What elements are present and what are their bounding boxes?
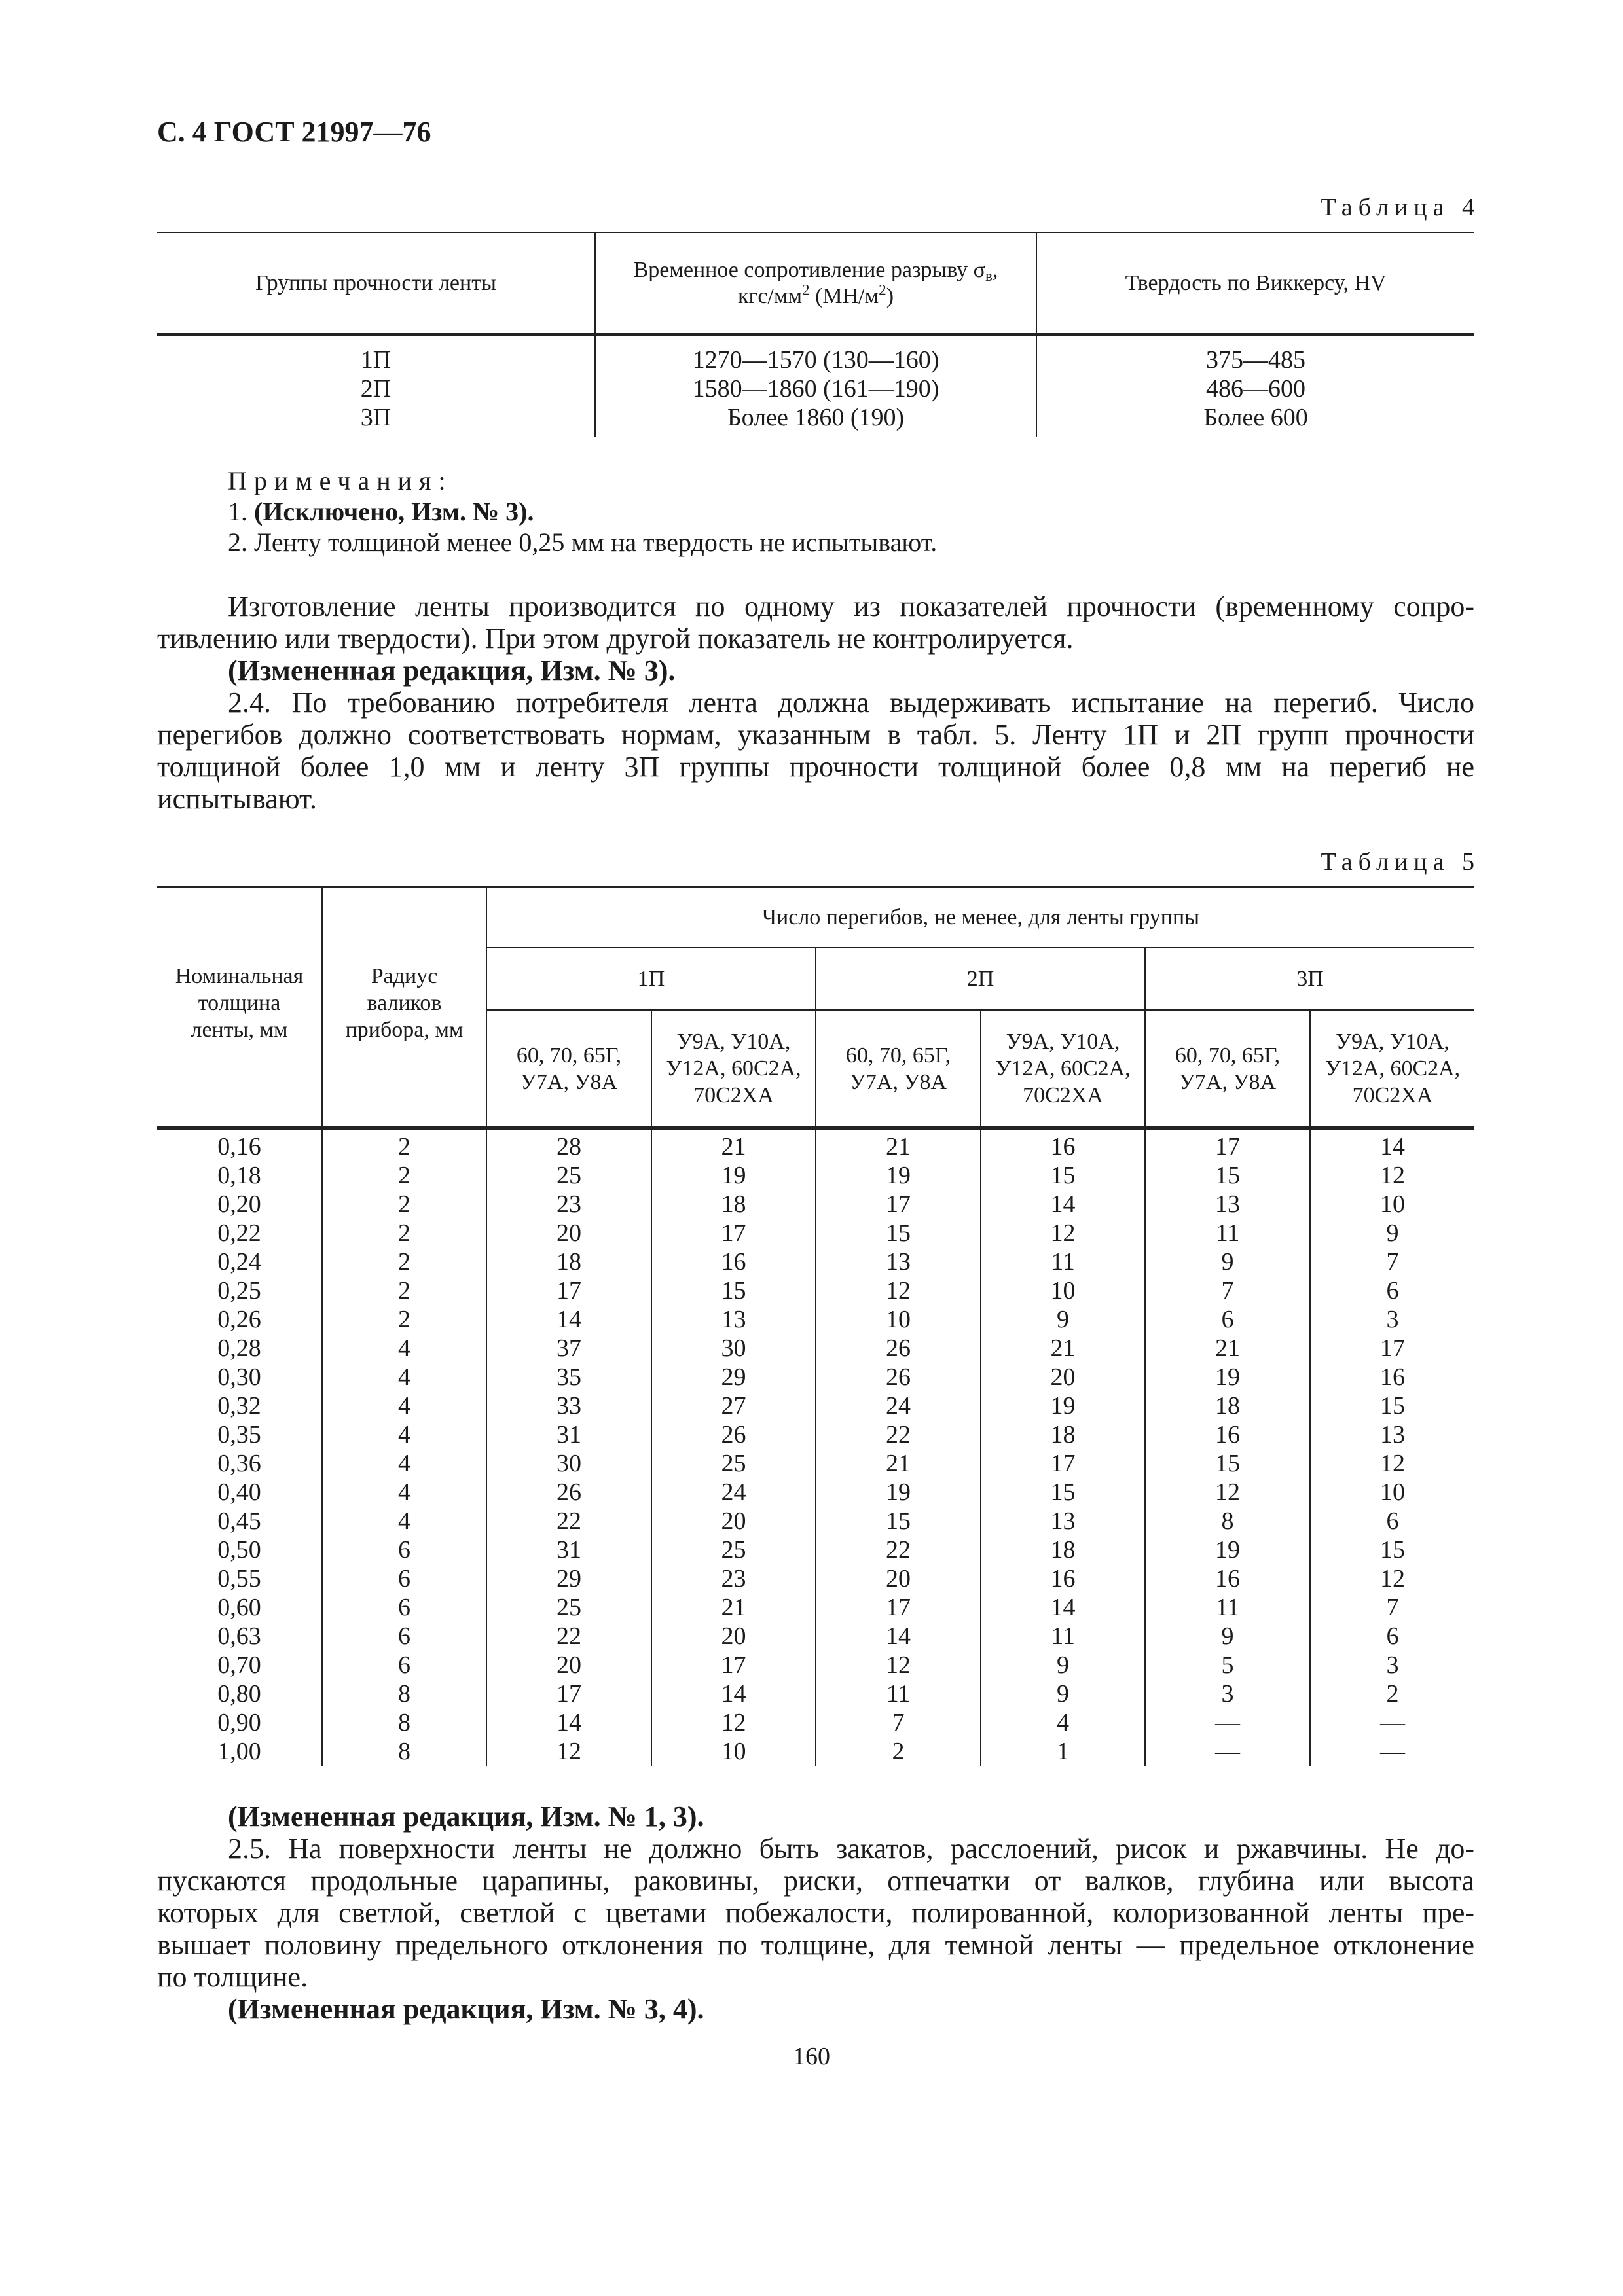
table5-row [157, 1334, 1474, 1363]
bend-count-cell: 24 [721, 1479, 746, 1506]
bend-count-cell: 9 [1057, 1306, 1069, 1333]
bend-count-cell: 19 [886, 1162, 911, 1189]
bend-count-cell: 8 [1221, 1507, 1234, 1535]
bend-count-cell: 21 [886, 1450, 911, 1477]
radius-cell: 4 [398, 1392, 410, 1420]
radius-cell: 2 [398, 1191, 410, 1218]
bend-count-cell: 11 [886, 1680, 911, 1708]
bend-count-cell: 21 [886, 1133, 911, 1160]
bend-count-cell: 16 [1215, 1565, 1240, 1592]
bend-count-cell: 10 [1380, 1479, 1405, 1506]
radius-cell: 6 [398, 1536, 410, 1564]
table5-row [157, 1737, 1474, 1766]
clause-2-5-line: вышает половину предельного отклонения по толщине, для темной ленты — предельное отклонение [157, 1929, 1474, 1961]
bend-count-cell: 19 [721, 1162, 746, 1189]
bend-count-cell: 12 [886, 1651, 911, 1679]
radius-cell: 6 [398, 1623, 410, 1650]
thickness-cell: 0,20 [217, 1191, 261, 1218]
header-line: 60, 70, 65Г, [845, 1043, 951, 1067]
header-line: 70С2ХА [1023, 1083, 1103, 1107]
bend-count-cell: 15 [886, 1507, 911, 1535]
bend-count-cell: 9 [1386, 1219, 1399, 1247]
thickness-cell: 0,24 [217, 1248, 261, 1276]
radius-cell: 2 [398, 1277, 410, 1304]
thickness-cell: 0,26 [217, 1306, 261, 1333]
clause-2-5-line: пускаются продольные царапины, раковины, риски, отпечатки от валков, глубина или высота [157, 1865, 1474, 1897]
header-line: 1П [637, 967, 665, 991]
bend-count-cell: 17 [1380, 1335, 1405, 1362]
bend-count-cell: 12 [1215, 1479, 1240, 1506]
bend-count-cell: 17 [721, 1651, 746, 1679]
header-line: Номинальная [175, 964, 304, 988]
table4-cell: 1270—1570 (130—160) [692, 346, 939, 374]
bend-count-cell: 14 [721, 1680, 746, 1708]
table5-row [157, 1391, 1474, 1420]
text-block-after-table-5 [157, 1801, 1474, 2025]
radius-cell: 2 [398, 1248, 410, 1276]
table4-cell: 3П [360, 404, 392, 431]
bend-count-cell: 15 [1050, 1479, 1076, 1506]
bend-count-cell: 17 [556, 1277, 581, 1304]
thickness-cell: 0,35 [217, 1421, 261, 1448]
bend-count-cell: 16 [1215, 1421, 1240, 1448]
radius-cell: 4 [398, 1363, 410, 1391]
bend-count-cell: 11 [1215, 1594, 1240, 1621]
header-line: 3П [1296, 967, 1324, 991]
thickness-cell: 0,30 [217, 1363, 261, 1391]
thickness-cell: 0,55 [217, 1565, 261, 1592]
table5-header-steel-grades-b [652, 1011, 815, 1126]
bend-count-cell: 19 [1215, 1536, 1240, 1564]
bend-count-cell: 33 [556, 1392, 581, 1420]
note-text: (Исключено, Изм. № 3). [254, 497, 534, 526]
radius-cell: 2 [398, 1219, 410, 1247]
radius-cell: 2 [398, 1162, 410, 1189]
bend-count-cell: 9 [1057, 1680, 1069, 1708]
table5-row [157, 1679, 1474, 1708]
bend-count-cell: 25 [721, 1536, 746, 1564]
bend-count-cell: 16 [1050, 1565, 1076, 1592]
header-line: прибора, мм [345, 1018, 464, 1042]
bend-count-cell: 20 [1050, 1363, 1076, 1391]
bend-count-cell: 20 [556, 1219, 581, 1247]
bend-count-cell: — [1380, 1709, 1405, 1736]
amendment-note: (Измененная редакция, Изм. № 1, 3). [228, 1801, 704, 1833]
bend-count-cell: 7 [1221, 1277, 1234, 1304]
table5-row [157, 1708, 1474, 1737]
bend-count-cell: 12 [1050, 1219, 1076, 1247]
thickness-cell: 0,16 [217, 1133, 261, 1160]
bend-count-cell: 21 [1050, 1335, 1076, 1362]
table5-row [157, 1132, 1474, 1161]
table5-row [157, 1622, 1474, 1651]
bend-count-cell: 14 [1380, 1133, 1405, 1160]
clause-2-4-line: 2.4. По требованию потребителя лента должна выдерживать испытание на перегиб. Число [228, 687, 1474, 719]
clause-2-4-line: перегибов должно соответствовать нормам, указанным в табл. 5. Ленту 1П и 2П групп прочности [157, 719, 1474, 751]
bend-count-cell: 15 [1215, 1162, 1240, 1189]
notes-title: Примечания: [228, 466, 453, 495]
header-line: У7А, У8А [1178, 1069, 1277, 1094]
bend-count-cell: 3 [1221, 1680, 1234, 1708]
bend-count-cell: 18 [721, 1191, 746, 1218]
header-line [738, 283, 894, 310]
radius-cell: 8 [398, 1738, 410, 1765]
table5-row [157, 1535, 1474, 1564]
clause-2-4-line: испытывают. [157, 783, 317, 815]
table5-header-steel-grades-a [816, 1011, 980, 1126]
bend-count-cell: 11 [1051, 1623, 1075, 1650]
bend-count-cell: 7 [1386, 1594, 1399, 1621]
bend-count-cell: 2 [1386, 1680, 1399, 1708]
bend-count-cell: 17 [556, 1680, 581, 1708]
table5-row [157, 1247, 1474, 1276]
table5-header-steel-grades-a [1146, 1011, 1309, 1126]
radius-cell: 4 [398, 1450, 410, 1477]
subscript: в [985, 267, 993, 285]
thickness-cell: 0,32 [217, 1392, 261, 1420]
bend-count-cell: 10 [721, 1738, 746, 1765]
bend-count-cell: 18 [1050, 1421, 1076, 1448]
bend-count-cell: 31 [556, 1536, 581, 1564]
bend-count-cell: 6 [1386, 1623, 1399, 1650]
header-line: У7А, У8А [849, 1069, 947, 1094]
bend-count-cell: 9 [1221, 1623, 1234, 1650]
thickness-cell: 0,25 [217, 1277, 261, 1304]
bend-count-cell: 24 [886, 1392, 911, 1420]
clause-2-4-line: толщиной более 1,0 мм и ленту 3П группы прочности толщиной более 0,8 мм на перегиб не [157, 751, 1474, 783]
bend-count-cell: 22 [886, 1536, 911, 1564]
table5-header-steel-grades-a [487, 1011, 651, 1126]
manufacturing-paragraph-line: Изготовление ленты производится по одному из показателей прочности (временному сопро- [228, 590, 1474, 622]
manufacturing-paragraph-line: тивлению или твердости). При этом другой показатель не контролируется. [157, 622, 1074, 655]
header-line: 70С2ХА [1352, 1083, 1433, 1107]
note-number: 2. [228, 528, 247, 557]
bend-count-cell: 14 [1050, 1594, 1076, 1621]
notes-block [228, 465, 937, 558]
header-line: У9А, У10А, [676, 1030, 791, 1054]
bend-count-cell: 30 [556, 1450, 581, 1477]
bend-count-cell: 20 [721, 1623, 746, 1650]
header-line: ленты, мм [191, 1018, 288, 1042]
radius-cell: 4 [398, 1507, 410, 1535]
note-item [228, 496, 937, 527]
bend-count-cell: 14 [1050, 1191, 1076, 1218]
text-block-after-notes [157, 590, 1474, 815]
bend-count-cell: 12 [1380, 1565, 1405, 1592]
bend-count-cell: 20 [886, 1565, 911, 1592]
clause-2-5-line: 2.5. На поверхности ленты не должно быть закатов, расслоений, рисок и ржавчины. Не до- [228, 1833, 1474, 1865]
thickness-cell: 0,28 [217, 1335, 261, 1362]
bend-count-cell: 19 [886, 1479, 911, 1506]
header-line [634, 257, 998, 283]
bend-count-cell: 13 [1380, 1421, 1405, 1448]
bend-count-cell: 11 [1051, 1248, 1075, 1276]
header-line: У12А, 60С2А, [995, 1056, 1131, 1081]
note-text: Ленту толщиной менее 0,25 мм на твердость не испытывают. [254, 528, 938, 557]
header-text: , [992, 257, 998, 282]
table4-header-strength-group [157, 233, 594, 333]
bend-count-cell: 19 [1050, 1392, 1076, 1420]
superscript: 2 [879, 281, 886, 298]
clause-2-5-line: которых для светлой, светлой с цветами побежалости, полированной, колоризованной ленты пре- [157, 1897, 1474, 1929]
page-number: 160 [793, 2043, 830, 2070]
thickness-cell: 0,80 [217, 1680, 261, 1708]
bend-count-cell: 4 [1057, 1709, 1069, 1736]
table5-header-bends [487, 888, 1474, 947]
table4-cell: Более 600 [1203, 404, 1308, 431]
radius-cell: 6 [398, 1594, 410, 1621]
bend-count-cell: 29 [721, 1363, 746, 1391]
header-line: Число перегибов, не менее, для ленты группы [761, 905, 1200, 929]
bend-count-cell: 12 [556, 1738, 581, 1765]
radius-cell: 2 [398, 1133, 410, 1160]
bend-count-cell: 1 [1057, 1738, 1069, 1765]
bend-count-cell: 12 [886, 1277, 911, 1304]
bend-count-cell: 14 [886, 1623, 911, 1650]
table4-header-hardness [1037, 233, 1474, 333]
bend-count-cell: 16 [1050, 1133, 1076, 1160]
bend-count-cell: 10 [1380, 1191, 1405, 1218]
table5-row [157, 1363, 1474, 1391]
bend-count-cell: 10 [886, 1306, 911, 1333]
table5-row [157, 1420, 1474, 1449]
note-item [228, 527, 937, 558]
header-text: Временное сопротивление разрыву σ [633, 257, 985, 282]
bend-count-cell: 14 [556, 1306, 581, 1333]
thickness-cell: 0,36 [217, 1450, 261, 1477]
header-line: Радиус [371, 964, 438, 988]
bend-count-cell: 6 [1221, 1306, 1234, 1333]
thickness-cell: 1,00 [217, 1738, 261, 1765]
bend-count-cell: 12 [721, 1709, 746, 1736]
bend-count-cell: 13 [721, 1306, 746, 1333]
header-text: ) [886, 283, 894, 308]
table5-header-steel-grades-b [1311, 1011, 1474, 1126]
bend-count-cell: 20 [556, 1651, 581, 1679]
thickness-cell: 0,70 [217, 1651, 261, 1679]
bend-count-cell: 10 [1050, 1277, 1076, 1304]
bend-count-cell: 18 [556, 1248, 581, 1276]
bend-count-cell: 31 [556, 1421, 581, 1448]
bend-count-cell: 18 [1215, 1392, 1240, 1420]
bend-count-cell: 22 [556, 1623, 581, 1650]
bend-count-cell: 15 [1050, 1162, 1076, 1189]
header-line: У9А, У10А, [1006, 1030, 1120, 1054]
header-text: кгс/мм [737, 283, 802, 308]
table5-row [157, 1161, 1474, 1190]
radius-cell: 8 [398, 1709, 410, 1736]
bend-count-cell: 16 [721, 1248, 746, 1276]
radius-cell: 6 [398, 1651, 410, 1679]
bend-count-cell: 12 [1380, 1162, 1405, 1189]
header-text: Группы прочности ленты [255, 270, 496, 295]
header-line: У12А, 60С2А, [666, 1056, 801, 1081]
table4-cell: 2П [360, 375, 392, 403]
table4-cell: 486—600 [1206, 375, 1305, 403]
bend-count-cell: 14 [556, 1709, 581, 1736]
bend-count-cell: 15 [1380, 1392, 1405, 1420]
table5-row [157, 1651, 1474, 1679]
header-line: 2П [966, 967, 994, 991]
header-text: Твердость по Виккерсу, HV [1125, 270, 1387, 295]
bend-count-cell: 3 [1386, 1651, 1399, 1679]
table5-row [157, 1305, 1474, 1334]
table5-header-group-2p [816, 948, 1144, 1009]
table-header-rule [157, 333, 1474, 336]
bend-count-cell: 13 [1050, 1507, 1076, 1535]
bend-count-cell: 35 [556, 1363, 581, 1391]
table5-row [157, 1190, 1474, 1219]
radius-cell: 4 [398, 1335, 410, 1362]
bend-count-cell: 9 [1057, 1651, 1069, 1679]
bend-count-cell: 12 [1380, 1450, 1405, 1477]
thickness-cell: 0,50 [217, 1536, 261, 1564]
bend-count-cell: 17 [1050, 1450, 1076, 1477]
clause-2-5-line: по толщине. [157, 1961, 308, 1993]
table-5-caption: Таблица 5 [1321, 848, 1480, 876]
table4-cell: 1П [360, 346, 392, 374]
radius-cell: 6 [398, 1565, 410, 1592]
thickness-cell: 0,40 [217, 1479, 261, 1506]
table5-row [157, 1593, 1474, 1622]
bend-count-cell: 15 [721, 1277, 746, 1304]
bend-count-cell: 21 [1215, 1335, 1240, 1362]
table5-row [157, 1564, 1474, 1593]
bend-count-cell: 20 [721, 1507, 746, 1535]
bend-count-cell: — [1215, 1738, 1240, 1765]
header-line: валиков [367, 991, 442, 1015]
bend-count-cell: 13 [1215, 1191, 1240, 1218]
table5-header-group-3p [1146, 948, 1474, 1009]
radius-cell: 4 [398, 1479, 410, 1506]
table5-row [157, 1219, 1474, 1247]
thickness-cell: 0,60 [217, 1594, 261, 1621]
radius-cell: 4 [398, 1421, 410, 1448]
bend-count-cell: 13 [886, 1248, 911, 1276]
thickness-cell: 0,63 [217, 1623, 261, 1650]
table4-cell: Более 1860 (190) [727, 404, 905, 431]
bend-count-cell: 25 [721, 1450, 746, 1477]
running-header: С. 4 ГОСТ 21997—76 [157, 116, 431, 148]
table5-header-thickness [157, 888, 321, 1126]
bend-count-cell: 11 [1215, 1219, 1240, 1247]
table4-header-tensile-strength [596, 233, 1036, 333]
bend-count-cell: 21 [721, 1594, 746, 1621]
table5-header-steel-grades-b [981, 1011, 1144, 1126]
bend-count-cell: 23 [721, 1565, 746, 1592]
bend-count-cell: 6 [1386, 1507, 1399, 1535]
bend-count-cell: 15 [886, 1219, 911, 1247]
table5-row [157, 1507, 1474, 1535]
thickness-cell: 0,22 [217, 1219, 261, 1247]
bend-count-cell: 27 [721, 1392, 746, 1420]
bend-count-cell: 6 [1386, 1277, 1399, 1304]
bend-count-cell: 16 [1380, 1363, 1405, 1391]
bend-count-cell: — [1215, 1709, 1240, 1736]
bend-count-cell: 18 [1050, 1536, 1076, 1564]
bend-count-cell: 2 [892, 1738, 905, 1765]
radius-cell: 2 [398, 1306, 410, 1333]
bend-count-cell: 26 [886, 1335, 911, 1362]
bend-count-cell: 25 [556, 1162, 581, 1189]
note-number: 1. [228, 497, 247, 526]
bend-count-cell: 17 [1215, 1133, 1240, 1160]
table-4-caption: Таблица 4 [1321, 194, 1480, 221]
header-line: У12А, 60С2А, [1324, 1056, 1461, 1081]
amendment-note: (Измененная редакция, Изм. № 3, 4). [228, 1993, 704, 2025]
bend-count-cell: 3 [1386, 1306, 1399, 1333]
header-text: (МН/м [809, 283, 879, 308]
radius-cell: 8 [398, 1680, 410, 1708]
bend-count-cell: 17 [721, 1219, 746, 1247]
thickness-cell: 0,90 [217, 1709, 261, 1736]
amendment-note: (Измененная редакция, Изм. № 3). [228, 655, 676, 687]
header-line: 60, 70, 65Г, [1175, 1043, 1281, 1067]
bend-count-cell: 15 [1380, 1536, 1405, 1564]
header-line: 70С2ХА [693, 1083, 774, 1107]
table-5 [157, 886, 1474, 1766]
bend-count-cell: 26 [886, 1363, 911, 1391]
table5-header-radius [323, 888, 486, 1126]
bend-count-cell: 7 [1386, 1248, 1399, 1276]
table5-header-group-1p [487, 948, 815, 1009]
thickness-cell: 0,45 [217, 1507, 261, 1535]
bend-count-cell: 21 [721, 1133, 746, 1160]
bend-count-cell: 26 [556, 1479, 581, 1506]
table4-cell: 375—485 [1206, 346, 1305, 374]
bend-count-cell: 7 [892, 1709, 905, 1736]
header-line: толщина [198, 991, 281, 1015]
header-line: 60, 70, 65Г, [516, 1043, 622, 1067]
table-4 [157, 232, 1474, 437]
thickness-cell: 0,18 [217, 1162, 261, 1189]
superscript: 2 [802, 281, 810, 298]
bend-count-cell: 22 [556, 1507, 581, 1535]
bend-count-cell: 17 [886, 1594, 911, 1621]
bend-count-cell: 17 [886, 1191, 911, 1218]
bend-count-cell: 28 [556, 1133, 581, 1160]
bend-count-cell: 29 [556, 1565, 581, 1592]
bend-count-cell: 15 [1215, 1450, 1240, 1477]
table5-row [157, 1478, 1474, 1507]
bend-count-cell: 23 [556, 1191, 581, 1218]
bend-count-cell: 26 [721, 1421, 746, 1448]
bend-count-cell: 25 [556, 1594, 581, 1621]
bend-count-cell: 19 [1215, 1363, 1240, 1391]
bend-count-cell: 5 [1221, 1651, 1234, 1679]
bend-count-cell: 22 [886, 1421, 911, 1448]
header-line: У9А, У10А, [1336, 1030, 1450, 1054]
table4-cell: 1580—1860 (161—190) [692, 375, 939, 403]
bend-count-cell: 30 [721, 1335, 746, 1362]
bend-count-cell: 9 [1221, 1248, 1234, 1276]
table5-row [157, 1276, 1474, 1305]
bend-count-cell: — [1380, 1738, 1405, 1765]
bend-count-cell: 37 [556, 1335, 581, 1362]
table5-row [157, 1449, 1474, 1478]
header-line: У7А, У8А [520, 1069, 618, 1094]
